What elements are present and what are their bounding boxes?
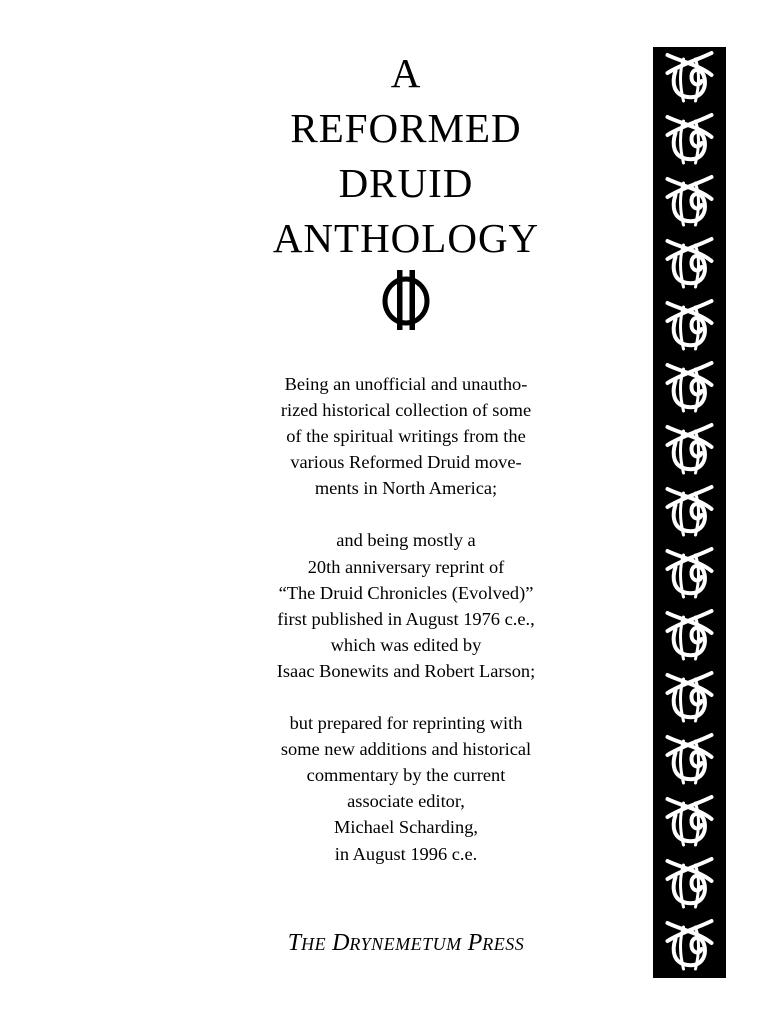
knot-link: [668, 549, 712, 597]
knot-link: [668, 859, 712, 907]
description-paragraph-2: [236, 527, 576, 684]
druid-sigil-icon: [379, 268, 433, 332]
description-paragraph-3: [236, 710, 576, 867]
text-line: Michael Scharding,: [333, 817, 479, 838]
knot-link: [668, 115, 712, 163]
text-line: Being an unofficial and unautho-: [284, 374, 528, 394]
publisher-word-2-rest: RYNEMETUM: [349, 934, 462, 954]
publisher-word-3-rest: RESS: [482, 934, 525, 954]
title-line-3: DRUID: [338, 160, 474, 206]
text-line: in August 1996 c.e.: [334, 843, 478, 864]
text-line: some new additions and historical: [280, 739, 532, 760]
text-line: Isaac Bonewits and Robert Larson;: [276, 660, 536, 681]
knot-link: [668, 425, 712, 473]
knot-link: [668, 177, 712, 225]
text-line: commentary by the current: [306, 765, 506, 786]
text-line: first published in August 1976 c.e.,: [277, 608, 535, 629]
text-line: ments in North America;: [314, 478, 498, 499]
knot-link: [668, 921, 712, 969]
knot-link: [668, 239, 712, 287]
text-line: rized historical collection of some: [280, 400, 532, 421]
text-line: but prepared for reprinting with: [289, 713, 523, 734]
text-line: which was edited by: [330, 634, 482, 655]
knot-link: [668, 673, 712, 721]
knot-link: [668, 301, 712, 349]
text-line: 20th anniversary reprint of: [307, 556, 505, 577]
book-title: [230, 46, 582, 266]
knot-link: [668, 797, 712, 845]
text-line: associate editor,: [347, 791, 465, 812]
celtic-knot-border-icon: [653, 47, 726, 978]
knot-link: [668, 487, 712, 535]
text-line: various Reformed Druid move-: [290, 452, 522, 473]
publisher-word-3-cap: P: [467, 930, 483, 956]
title-line-2: REFORMED: [290, 105, 522, 151]
text-line: and being mostly a: [336, 530, 476, 551]
publisher-name: [236, 930, 576, 957]
title-line-4: ANTHOLOGY: [272, 215, 540, 261]
publisher-word-1-rest: HE: [301, 934, 327, 954]
knot-link: [668, 53, 712, 101]
publisher-word-2-cap: D: [332, 930, 350, 956]
description-paragraph-1: [236, 371, 576, 501]
publisher-word-1-cap: T: [287, 930, 302, 956]
knot-link: [668, 363, 712, 411]
description: [236, 371, 576, 867]
title-line-1: A: [390, 50, 422, 96]
knot-link: [668, 611, 712, 659]
knot-link: [668, 735, 712, 783]
text-line: “The Druid Chronicles (Evolved)”: [278, 582, 534, 603]
text-line: of the spiritual writings from the: [286, 426, 526, 447]
